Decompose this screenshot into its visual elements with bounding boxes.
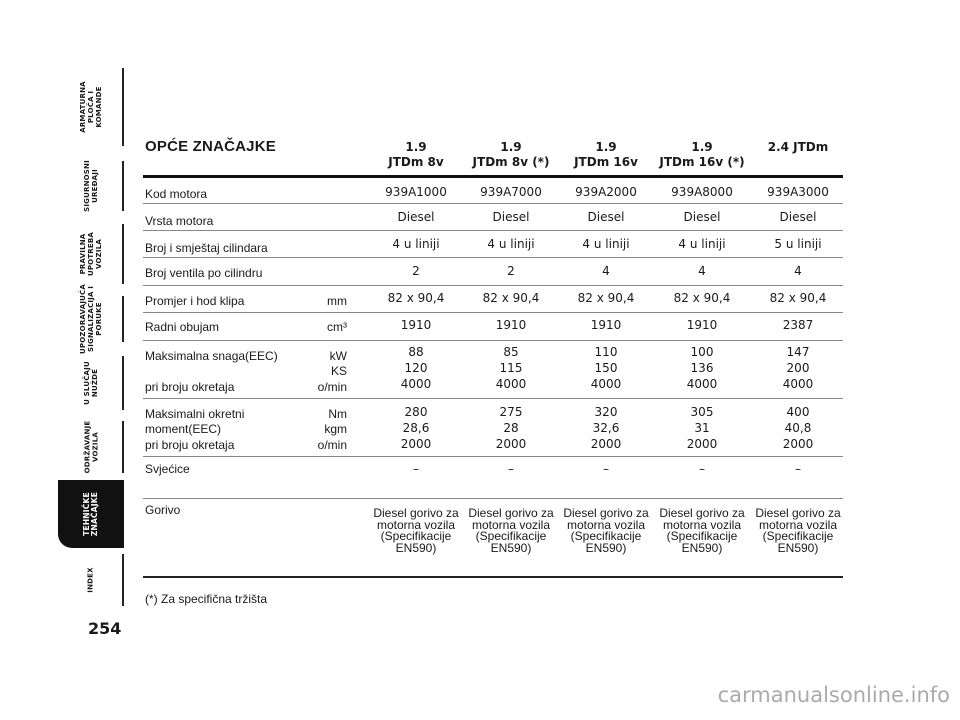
column-header-line2: JTDm 16v (*) [659, 155, 745, 169]
table-cell: 110 [594, 345, 618, 359]
row-label: Gorivo [145, 503, 181, 517]
row-label: moment(EEC) [145, 422, 222, 436]
table-cell: 31 [694, 421, 710, 435]
page-number: 254 [88, 619, 122, 638]
table-cell: 4 u liniji [487, 237, 535, 251]
row-divider [143, 257, 843, 258]
table-cell: 200 [786, 361, 810, 375]
table-cell: 4000 [782, 377, 814, 391]
table-cell: 4 [602, 264, 610, 278]
row-label: Promjer i hod klipa [145, 294, 245, 308]
table-cell: 4 [698, 264, 706, 278]
table-cell: 40,8 [784, 421, 812, 435]
chapter-tab-label: PRAVILNA UPOTREBA VOZILA [78, 231, 103, 277]
table-cell: – [413, 462, 419, 476]
table-cell: Diesel [587, 210, 625, 224]
table-cell: 939A3000 [767, 185, 829, 199]
table-cell: Diesel [779, 210, 817, 224]
row-divider [143, 498, 843, 499]
column-header-line2: JTDm 8v [388, 155, 444, 169]
table-cell: 1910 [590, 318, 622, 332]
table-cell: 400 [786, 405, 810, 419]
table-cell: 120 [404, 361, 428, 375]
row-label: Radni obujam [145, 320, 220, 334]
row-label: Maksimalni okretni [145, 407, 245, 421]
table-cell: 939A8000 [671, 185, 733, 199]
table-cell: 2000 [495, 437, 527, 451]
row-label: Kod motora [145, 187, 208, 201]
table-cell: – [603, 462, 609, 476]
footnote: (*) Za specifična tržišta [145, 592, 268, 606]
chapter-tab-6[interactable] [58, 415, 124, 479]
chapter-tab-1[interactable] [58, 62, 124, 152]
chapter-tab-label: INDEX [86, 567, 95, 593]
table-cell: 100 [690, 345, 714, 359]
table-cell: 2000 [400, 437, 432, 451]
column-header [558, 140, 654, 170]
column-header-line1: 1.9 [691, 140, 713, 154]
row-divider [143, 456, 843, 457]
table-cell: – [508, 462, 514, 476]
table-cell: Diesel gorivo za motorna vozila (Specifikacije EN590) [755, 506, 841, 555]
watermark: carmanualsonline.info [717, 683, 950, 707]
header-rule [143, 175, 843, 178]
table-cell: 4000 [400, 377, 432, 391]
row-unit: Nm [328, 407, 347, 421]
table-cell: 1910 [495, 318, 527, 332]
table-cell: 305 [690, 405, 714, 419]
table-cell: 5 u liniji [774, 237, 822, 251]
table-cell: Diesel gorivo za motorna vozila (Specifikacije EN590) [468, 506, 554, 555]
table-cell: 939A2000 [575, 185, 637, 199]
row-label: Maksimalna snaga(EEC) [145, 349, 278, 363]
tab-edge [122, 296, 124, 342]
table-cell: 320 [594, 405, 618, 419]
table-cell: Diesel gorivo za motorna vozila (Specifikacije EN590) [563, 506, 649, 555]
tab-edge [122, 356, 124, 410]
table-cell: 82 x 90,4 [482, 291, 540, 305]
table-cell: 2000 [686, 437, 718, 451]
table-cell: 4 u liniji [582, 237, 630, 251]
row-label: pri broju okretaja [145, 438, 235, 452]
table-cell: 115 [499, 361, 523, 375]
table-cell: 82 x 90,4 [769, 291, 827, 305]
table-cell: 2387 [782, 318, 814, 332]
column-header [750, 140, 846, 155]
chapter-tab-label: UPOZORAVAJUĆA SIGNALIZACIJA I PORUKE [79, 284, 103, 354]
table-cell: 1910 [686, 318, 718, 332]
table-cell: 4000 [686, 377, 718, 391]
tab-edge [122, 554, 124, 606]
table-cell: 28,6 [402, 421, 430, 435]
table-cell: 32,6 [592, 421, 620, 435]
table-cell: 82 x 90,4 [387, 291, 445, 305]
row-divider [143, 398, 843, 399]
table-cell: 2000 [590, 437, 622, 451]
table-cell: 4000 [590, 377, 622, 391]
column-header-line1: 1.9 [595, 140, 617, 154]
row-unit: cm³ [327, 320, 347, 334]
column-header-line1: 2.4 JTDm [767, 140, 829, 154]
tab-edge [122, 224, 124, 284]
table-cell: 939A7000 [480, 185, 542, 199]
table-cell: 147 [786, 345, 810, 359]
chapter-tab-7[interactable] [58, 480, 124, 548]
page-title: OPĆE ZNAČAJKE [145, 138, 276, 155]
row-unit: kgm [324, 422, 347, 436]
row-unit: o/min [317, 438, 347, 452]
chapter-tab-2[interactable] [58, 155, 124, 217]
row-divider [143, 203, 843, 204]
chapter-tab-label: ARMATURNA PLOČA I KOMANDE [78, 81, 103, 133]
table-cell: Diesel [683, 210, 721, 224]
table-cell: 4 u liniji [392, 237, 440, 251]
chapter-tab-label: SIGURNOSNI UREĐAJI [83, 160, 99, 212]
table-cell: 150 [594, 361, 618, 375]
row-label: pri broju okretaja [145, 380, 235, 394]
row-unit: mm [327, 294, 347, 308]
chapter-tab-label: TEHNIČKE ZNAČAJKE [82, 491, 99, 537]
column-header [368, 140, 464, 170]
row-label: Broj i smještaj cilindara [145, 241, 268, 255]
table-cell: 2 [412, 264, 420, 278]
table-cell: – [795, 462, 801, 476]
table-cell: 82 x 90,4 [577, 291, 635, 305]
table-cell: Diesel gorivo za motorna vozila (Specifikacije EN590) [373, 506, 459, 555]
table-cell: 4 [794, 264, 802, 278]
column-header-line1: 1.9 [500, 140, 522, 154]
table-cell: 82 x 90,4 [673, 291, 731, 305]
table-cell: 88 [408, 345, 424, 359]
table-cell: Diesel [397, 210, 435, 224]
table-cell: 275 [499, 405, 523, 419]
column-header [463, 140, 559, 170]
chapter-tab-label: ODRŽAVANJE VOZILA [83, 420, 99, 474]
table-cell: Diesel gorivo za motorna vozila (Specifikacije EN590) [659, 506, 745, 555]
chapter-tab-3[interactable] [58, 218, 124, 290]
column-header [654, 140, 750, 170]
chapter-tab-5[interactable] [58, 350, 124, 416]
chapter-tab-label: U SLUČAJU NUŽDE [82, 361, 99, 405]
table-cell: 28 [503, 421, 519, 435]
row-label: Vrsta motora [145, 214, 214, 228]
chapter-tab-8[interactable] [58, 548, 124, 612]
row-unit: KS [330, 364, 347, 378]
table-cell: 939A1000 [385, 185, 447, 199]
chapter-tab-4[interactable] [58, 284, 124, 354]
table-cell: 4000 [495, 377, 527, 391]
table-cell: – [699, 462, 705, 476]
table-cell: 2000 [782, 437, 814, 451]
table-cell: 4 u liniji [678, 237, 726, 251]
row-label: Broj ventila po cilindru [145, 266, 263, 280]
row-divider [143, 230, 843, 231]
table-cell: 280 [404, 405, 428, 419]
table-cell: 1910 [400, 318, 432, 332]
row-divider [143, 285, 843, 286]
row-unit: o/min [317, 380, 347, 394]
tab-edge [122, 421, 124, 473]
column-header-line2: JTDm 8v (*) [472, 155, 550, 169]
tab-edge [122, 161, 124, 211]
table-cell: 85 [503, 345, 519, 359]
table-bottom-rule [143, 576, 843, 578]
row-divider [143, 340, 843, 341]
column-header-line2: JTDm 16v [574, 155, 638, 169]
column-header-line1: 1.9 [405, 140, 427, 154]
table-cell: 2 [507, 264, 515, 278]
row-divider [143, 312, 843, 313]
table-cell: Diesel [492, 210, 530, 224]
table-cell: 136 [690, 361, 714, 375]
row-unit: kW [329, 349, 347, 363]
row-label: Svjećice [145, 462, 190, 476]
tab-edge [122, 68, 124, 146]
